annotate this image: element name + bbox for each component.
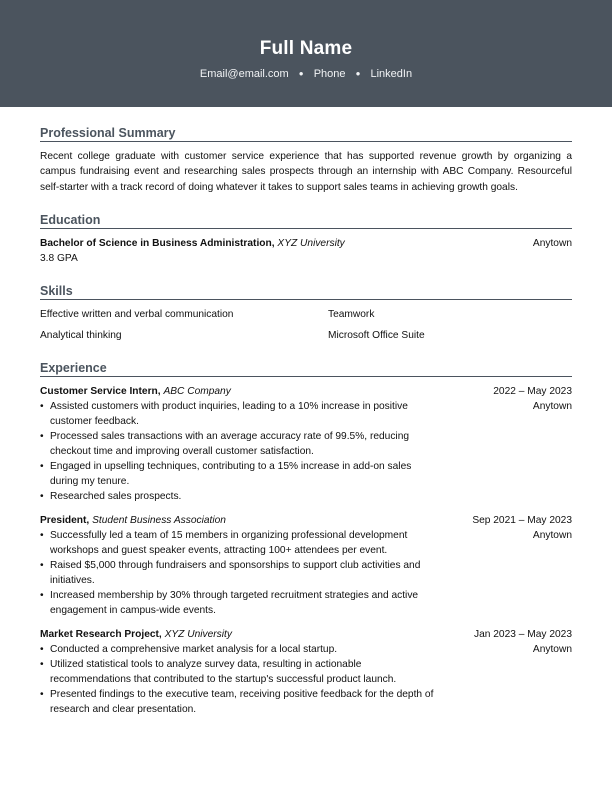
skill-item: Microsoft Office Suite [328,329,425,341]
job-bullets [40,399,440,504]
bullet-item: • Assisted customers with product inquiries, leading to a 10% increase in positive customer feedback. [50,399,440,429]
education-section [40,213,572,266]
resume-body [0,126,612,717]
job-entry [40,627,572,717]
experience-section [40,361,572,717]
education-row [40,236,572,251]
job-org: ABC Company [163,385,231,397]
bullet-item: • Increased membership by 30% through targeted recruitment strategies and active engagement in campus-wide events. [50,588,440,618]
separator-dot: ● [298,69,304,78]
separator-dot: ● [355,69,361,78]
bullet-item: • Raised $5,000 through fundraisers and sponsorships to support club activities and initiatives. [50,558,440,588]
job-dates: Sep 2021 – May 2023 [472,514,572,526]
job-header [40,384,572,399]
education-location: Anytown [532,237,572,249]
job-location: Anytown [532,529,572,541]
job-bullets [40,528,440,618]
job-role: Customer Service Intern, [40,385,161,397]
skill-item: Teamwork [328,308,375,320]
skills-grid [40,307,572,343]
job-org: Student Business Association [92,514,226,526]
linkedin-link[interactable]: LinkedIn [370,68,413,80]
job-org: XYZ University [164,628,232,640]
bullet-item: • Presented findings to the executive team, receiving positive feedback for the depth of research and clear presentation. [50,687,440,717]
job-dates: Jan 2023 – May 2023 [474,628,572,640]
section-title: Skills [40,284,572,300]
bullet-item: • Utilized statistical tools to analyze survey data, resulting in actionable recommendations that contributed to the startup's successful product launch. [50,657,440,687]
contact-line [0,68,612,80]
degree: Bachelor of Science in Business Administration, [40,237,275,249]
job-bullets [40,642,440,717]
job-role: President, [40,514,90,526]
full-name: Full Name [259,38,353,59]
summary-section [40,126,572,195]
job-header [40,513,572,528]
gpa: 3.8 GPA [40,252,78,264]
section-title: Professional Summary [40,126,572,142]
bullet-item: • Engaged in upselling techniques, contributing to a 15% increase in add-on sales during my tenure. [50,459,440,489]
bullet-item: • Successfully led a team of 15 members in organizing professional development workshops and guest speaker events, attracting 100+ attendees per event. [50,528,440,558]
email-link[interactable]: Email@email.com [199,68,289,80]
phone-text: Phone [313,68,346,80]
resume-header [0,0,612,107]
job-entry [40,384,572,504]
job-location: Anytown [532,643,572,655]
school: XYZ University [277,237,345,249]
job-location: Anytown [532,400,572,412]
bullet-item: • Conducted a comprehensive market analysis for a local startup. [50,642,440,657]
summary-text: Recent college graduate with customer service experience that has supported revenue growth by organizing a campus fundraising event and researching sales prospects through an internship with ABC Company. Resourceful self-starter with a track record of doing whatever it takes to support sales teams in achieving growth goals. [40,151,572,193]
job-role: Market Research Project, [40,628,162,640]
section-title: Experience [40,361,572,377]
job-header [40,627,572,642]
skill-item: Analytical thinking [40,329,122,341]
skill-item: Effective written and verbal communication [40,308,234,320]
bullet-item: • Processed sales transactions with an average accuracy rate of 99.5%, reducing checkout time and improving overall customer satisfaction. [50,429,440,459]
bullet-item: • Researched sales prospects. [50,489,440,504]
job-entry [40,513,572,618]
job-dates: 2022 – May 2023 [493,385,572,397]
section-title: Education [40,213,572,229]
skills-section [40,284,572,343]
